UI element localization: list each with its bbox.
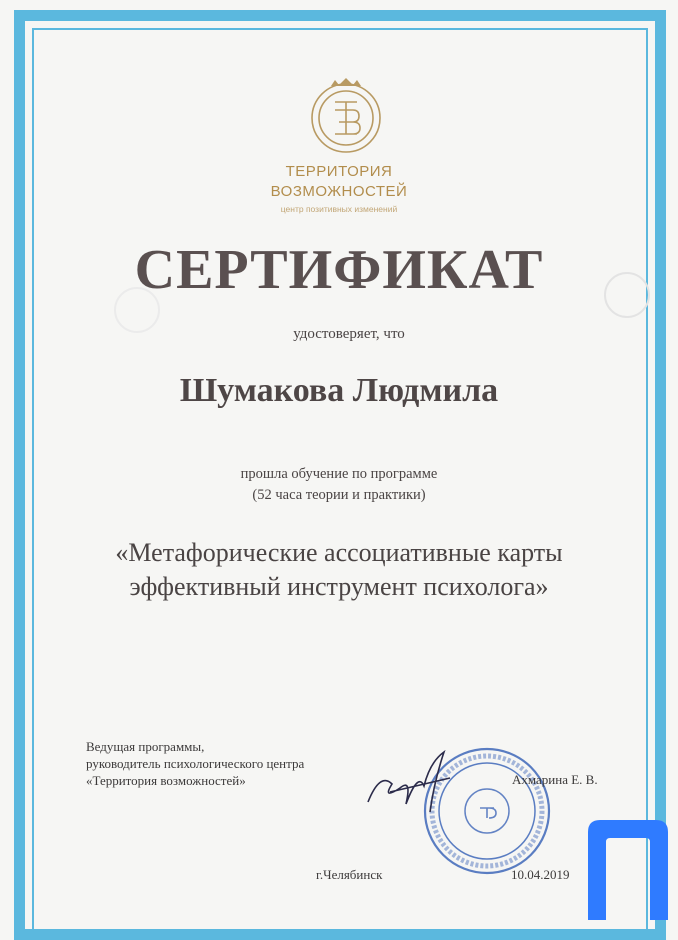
completion-line2: (52 часа теории и практики) (252, 487, 426, 503)
leader-role-line3: «Территория возможностей» (86, 773, 246, 788)
issue-date: 10.04.2019 (511, 867, 570, 882)
organization-tagline: центр позитивных изменений (280, 204, 398, 214)
organization-name (0, 162, 678, 202)
handwritten-signature-icon (360, 742, 470, 824)
certificate-title: СЕРТИФИКАТ (134, 239, 544, 301)
program-title (0, 536, 678, 604)
corner-brand-logo-icon (582, 812, 674, 920)
organization-name-line1: ТЕРРИТОРИЯ (285, 163, 393, 180)
issue-city: г.Челябинск (316, 867, 383, 882)
completion-line1: прошла обучение по программе (240, 466, 438, 482)
program-title-line2: эффективный инструмент психолога» (129, 572, 549, 601)
organization-name-line2: ВОЗМОЖНОСТЕЙ (270, 183, 408, 200)
certifies-text: удостоверяет, что (293, 326, 405, 342)
program-title-line1: «Метафорические ассоциативные карты (115, 538, 563, 567)
leader-role-line2: руководитель психологического центра (86, 756, 305, 771)
completion-text (0, 464, 678, 506)
signer-name: Ахмарина Е. В. (512, 772, 598, 787)
territory-logo-icon (305, 74, 387, 156)
leader-role-line1: Ведущая программы, (86, 739, 205, 754)
leader-role (86, 738, 304, 789)
recipient-name: Шумакова Людмила (179, 372, 499, 409)
